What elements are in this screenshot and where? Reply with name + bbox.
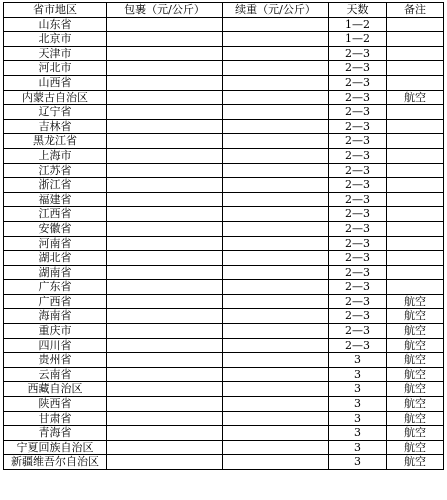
cell-days: 2—3 [329,46,387,61]
cell-parcel-rate [107,426,223,441]
cell-region: 陕西省 [4,397,107,412]
cell-days: 2—3 [329,221,387,236]
cell-additional-weight-rate [223,46,329,61]
cell-additional-weight-rate [223,397,329,412]
table-row [4,353,444,368]
cell-additional-weight-rate [223,148,329,163]
cell-region: 山东省 [4,17,107,32]
cell-additional-weight-rate [223,294,329,309]
cell-parcel-rate [107,251,223,266]
cell-additional-weight-rate [223,411,329,426]
cell-region: 湖南省 [4,265,107,280]
cell-days: 2—3 [329,251,387,266]
cell-parcel-rate [107,105,223,120]
table-row [4,382,444,397]
cell-region: 内蒙古自治区 [4,90,107,105]
cell-days: 2—3 [329,105,387,120]
header-additional-weight-rate: 续重（元/公斤） [223,3,329,18]
cell-parcel-rate [107,221,223,236]
cell-days: 2—3 [329,324,387,339]
cell-days: 2—3 [329,236,387,251]
cell-notes: 航空 [387,440,444,455]
cell-region: 黑龙江省 [4,134,107,149]
cell-region: 新疆维吾尔自治区 [4,455,107,470]
cell-days: 2—3 [329,61,387,76]
header-days: 天数 [329,3,387,18]
cell-days: 2—3 [329,178,387,193]
cell-parcel-rate [107,324,223,339]
table-row [4,221,444,236]
cell-days: 2—3 [329,294,387,309]
cell-additional-weight-rate [223,17,329,32]
table-row [4,411,444,426]
table-row [4,105,444,120]
cell-parcel-rate [107,309,223,324]
cell-parcel-rate [107,119,223,134]
table-row [4,32,444,47]
cell-days: 2—3 [329,207,387,222]
table-row [4,324,444,339]
cell-region: 贵州省 [4,353,107,368]
table-row [4,338,444,353]
table-row [4,17,444,32]
table-row [4,280,444,295]
cell-notes [387,148,444,163]
header-row [4,3,444,18]
cell-days: 3 [329,397,387,412]
table-row [4,397,444,412]
cell-notes [387,32,444,47]
table-row [4,309,444,324]
cell-days: 1—2 [329,32,387,47]
cell-additional-weight-rate [223,221,329,236]
cell-additional-weight-rate [223,426,329,441]
cell-additional-weight-rate [223,382,329,397]
cell-additional-weight-rate [223,61,329,76]
cell-notes [387,251,444,266]
cell-notes [387,192,444,207]
cell-notes: 航空 [387,455,444,470]
cell-region: 安徽省 [4,221,107,236]
table-row [4,163,444,178]
cell-parcel-rate [107,178,223,193]
cell-additional-weight-rate [223,338,329,353]
table-row [4,455,444,470]
cell-days: 3 [329,440,387,455]
cell-additional-weight-rate [223,309,329,324]
cell-additional-weight-rate [223,440,329,455]
table-row [4,61,444,76]
cell-days: 3 [329,367,387,382]
cell-parcel-rate [107,236,223,251]
cell-region: 上海市 [4,148,107,163]
table-row [4,90,444,105]
cell-additional-weight-rate [223,207,329,222]
cell-notes [387,207,444,222]
table-row [4,134,444,149]
cell-notes [387,105,444,120]
cell-parcel-rate [107,134,223,149]
cell-notes [387,61,444,76]
cell-region: 广东省 [4,280,107,295]
header-region: 省市地区 [4,3,107,18]
cell-parcel-rate [107,75,223,90]
cell-notes [387,236,444,251]
cell-days: 2—3 [329,163,387,178]
cell-additional-weight-rate [223,32,329,47]
cell-region: 江西省 [4,207,107,222]
cell-parcel-rate [107,46,223,61]
table-row [4,46,444,61]
cell-notes: 航空 [387,338,444,353]
header-parcel-rate: 包裹（元/公斤） [107,3,223,18]
cell-region: 江苏省 [4,163,107,178]
cell-region: 福建省 [4,192,107,207]
cell-parcel-rate [107,265,223,280]
cell-days: 2—3 [329,265,387,280]
cell-region: 吉林省 [4,119,107,134]
table-row [4,367,444,382]
cell-additional-weight-rate [223,134,329,149]
cell-parcel-rate [107,367,223,382]
cell-parcel-rate [107,338,223,353]
cell-additional-weight-rate [223,324,329,339]
cell-parcel-rate [107,32,223,47]
cell-parcel-rate [107,397,223,412]
cell-days: 3 [329,426,387,441]
header-notes: 备注 [387,3,444,18]
cell-parcel-rate [107,455,223,470]
cell-additional-weight-rate [223,90,329,105]
cell-parcel-rate [107,353,223,368]
cell-parcel-rate [107,163,223,178]
cell-region: 山西省 [4,75,107,90]
table-row [4,294,444,309]
cell-region: 海南省 [4,309,107,324]
cell-parcel-rate [107,382,223,397]
cell-additional-weight-rate [223,236,329,251]
cell-notes [387,134,444,149]
table-row [4,207,444,222]
cell-notes [387,178,444,193]
cell-notes [387,75,444,90]
cell-region: 河北市 [4,61,107,76]
cell-notes [387,280,444,295]
table-row [4,148,444,163]
cell-parcel-rate [107,294,223,309]
cell-additional-weight-rate [223,353,329,368]
cell-additional-weight-rate [223,119,329,134]
cell-additional-weight-rate [223,251,329,266]
cell-days: 1—2 [329,17,387,32]
cell-region: 甘肃省 [4,411,107,426]
cell-notes: 航空 [387,397,444,412]
cell-additional-weight-rate [223,178,329,193]
cell-days: 2—3 [329,338,387,353]
cell-parcel-rate [107,148,223,163]
cell-parcel-rate [107,280,223,295]
cell-region: 青海省 [4,426,107,441]
cell-notes: 航空 [387,353,444,368]
cell-region: 西藏自治区 [4,382,107,397]
table-row [4,178,444,193]
cell-region: 宁夏回族自治区 [4,440,107,455]
cell-days: 2—3 [329,134,387,149]
cell-parcel-rate [107,90,223,105]
cell-notes [387,46,444,61]
table-row [4,75,444,90]
cell-additional-weight-rate [223,75,329,90]
cell-notes: 航空 [387,90,444,105]
cell-additional-weight-rate [223,280,329,295]
cell-region: 辽宁省 [4,105,107,120]
cell-days: 3 [329,455,387,470]
cell-region: 广西省 [4,294,107,309]
cell-additional-weight-rate [223,455,329,470]
table-row [4,265,444,280]
shipping-rate-table [3,2,444,470]
cell-additional-weight-rate [223,367,329,382]
cell-parcel-rate [107,192,223,207]
cell-days: 2—3 [329,75,387,90]
cell-notes: 航空 [387,324,444,339]
cell-days: 2—3 [329,119,387,134]
table-row [4,192,444,207]
cell-days: 3 [329,411,387,426]
cell-parcel-rate [107,411,223,426]
cell-days: 2—3 [329,280,387,295]
cell-region: 河南省 [4,236,107,251]
cell-additional-weight-rate [223,105,329,120]
cell-notes: 航空 [387,382,444,397]
cell-region: 云南省 [4,367,107,382]
table-row [4,426,444,441]
cell-days: 2—3 [329,192,387,207]
table-body [4,17,444,469]
table-row [4,236,444,251]
cell-notes: 航空 [387,367,444,382]
cell-parcel-rate [107,207,223,222]
cell-notes: 航空 [387,411,444,426]
cell-region: 四川省 [4,338,107,353]
table-row [4,251,444,266]
cell-notes [387,221,444,236]
cell-parcel-rate [107,61,223,76]
table-row [4,119,444,134]
cell-region: 北京市 [4,32,107,47]
cell-days: 3 [329,382,387,397]
cell-days: 3 [329,353,387,368]
cell-region: 天津市 [4,46,107,61]
cell-notes [387,265,444,280]
cell-notes: 航空 [387,309,444,324]
cell-region: 湖北省 [4,251,107,266]
cell-days: 2—3 [329,309,387,324]
table-row [4,440,444,455]
cell-notes: 航空 [387,294,444,309]
cell-days: 2—3 [329,90,387,105]
cell-parcel-rate [107,17,223,32]
cell-parcel-rate [107,440,223,455]
cell-region: 浙江省 [4,178,107,193]
cell-additional-weight-rate [223,265,329,280]
cell-notes [387,17,444,32]
cell-notes [387,119,444,134]
cell-additional-weight-rate [223,192,329,207]
cell-notes [387,163,444,178]
cell-days: 2—3 [329,148,387,163]
cell-notes: 航空 [387,426,444,441]
cell-region: 重庆市 [4,324,107,339]
cell-additional-weight-rate [223,163,329,178]
